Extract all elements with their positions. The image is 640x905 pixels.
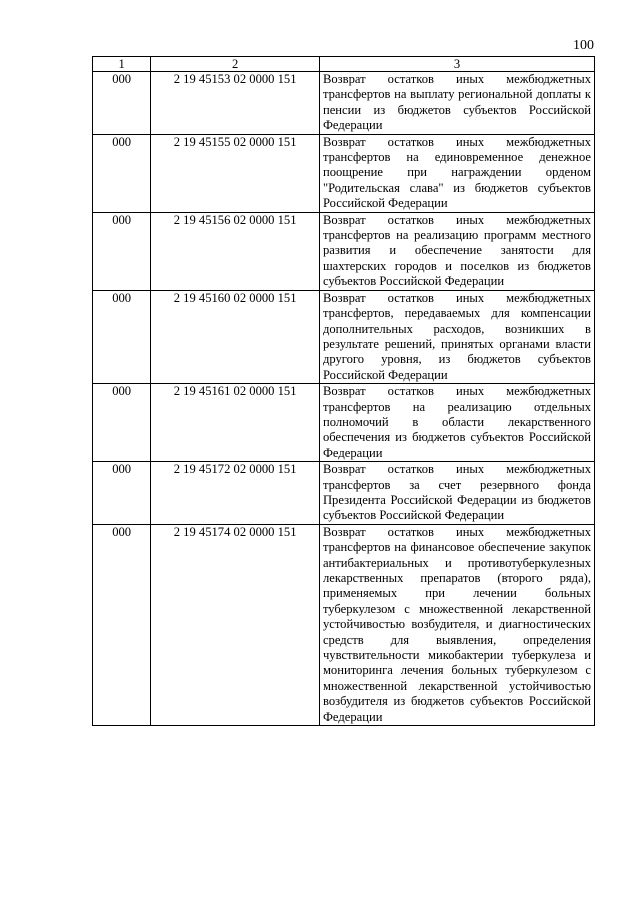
- admin-code-cell: 000: [93, 384, 151, 462]
- table-row: [93, 384, 595, 462]
- budget-code-cell: 2 19 45156 02 0000 151: [151, 212, 320, 290]
- budget-code-cell: 2 19 45153 02 0000 151: [151, 72, 320, 135]
- page-number: 100: [573, 38, 594, 53]
- table-header-row: [93, 57, 595, 72]
- column-header-2: 2: [151, 57, 320, 72]
- budget-code-cell: 2 19 45155 02 0000 151: [151, 134, 320, 212]
- table-row: [93, 290, 595, 383]
- revenue-name-cell: Возврат остатков иных межбюджетных трансфертов на выплату региональной доплаты к пенсии из бюджетов субъектов Российской Федерации: [319, 72, 594, 135]
- table-row: [93, 462, 595, 525]
- budget-code-cell: 2 19 45161 02 0000 151: [151, 384, 320, 462]
- table-row: [93, 212, 595, 290]
- admin-code-cell: 000: [93, 462, 151, 525]
- table-row: [93, 524, 595, 725]
- revenue-name-cell: Возврат остатков иных межбюджетных трансфертов, передаваемых для компенсации дополнительных расходов, возникших в результате решений, принятых органами власти другого уровня, из бюджетов субъектов Российской Федерации: [319, 290, 594, 383]
- revenue-name-cell: Возврат остатков иных межбюджетных трансфертов на реализацию отдельных полномочий в области лекарственного обеспечения из бюджетов субъектов Российской Федерации: [319, 384, 594, 462]
- budget-code-cell: 2 19 45174 02 0000 151: [151, 524, 320, 725]
- budget-code-cell: 2 19 45160 02 0000 151: [151, 290, 320, 383]
- budget-code-cell: 2 19 45172 02 0000 151: [151, 462, 320, 525]
- revenue-name-cell: Возврат остатков иных межбюджетных трансфертов за счет резервного фонда Президента Российской Федерации из бюджетов субъектов Российской Федерации: [319, 462, 594, 525]
- admin-code-cell: 000: [93, 524, 151, 725]
- column-header-3: 3: [319, 57, 594, 72]
- admin-code-cell: 000: [93, 134, 151, 212]
- revenue-name-cell: Возврат остатков иных межбюджетных трансфертов на единовременное денежное поощрение при награждении орденом "Родительская слава" из бюджетов субъектов Российской Федерации: [319, 134, 594, 212]
- column-header-1: 1: [93, 57, 151, 72]
- table-row: [93, 72, 595, 135]
- admin-code-cell: 000: [93, 72, 151, 135]
- table-row: [93, 134, 595, 212]
- budget-classification-table: [92, 56, 595, 726]
- revenue-name-cell: Возврат остатков иных межбюджетных трансфертов на финансовое обеспечение закупок антибактериальных и противотуберкулезных лекарственных препаратов (второго ряда), применяемых при лечении больных туберкулезом с множественной лекарственной устойчивостью возбудителя, и диагностических средств для выявления, определения чувствительности микобактерии туберкулеза и мониторинга лечения больных туберкулезом с множественной лекарственной устойчивостью возбудителя из бюджетов субъектов Российской Федерации: [319, 524, 594, 725]
- admin-code-cell: 000: [93, 290, 151, 383]
- admin-code-cell: 000: [93, 212, 151, 290]
- revenue-name-cell: Возврат остатков иных межбюджетных трансфертов на реализацию программ местного развития и обеспечение занятости для шахтерских городов и поселков из бюджетов субъектов Российской Федерации: [319, 212, 594, 290]
